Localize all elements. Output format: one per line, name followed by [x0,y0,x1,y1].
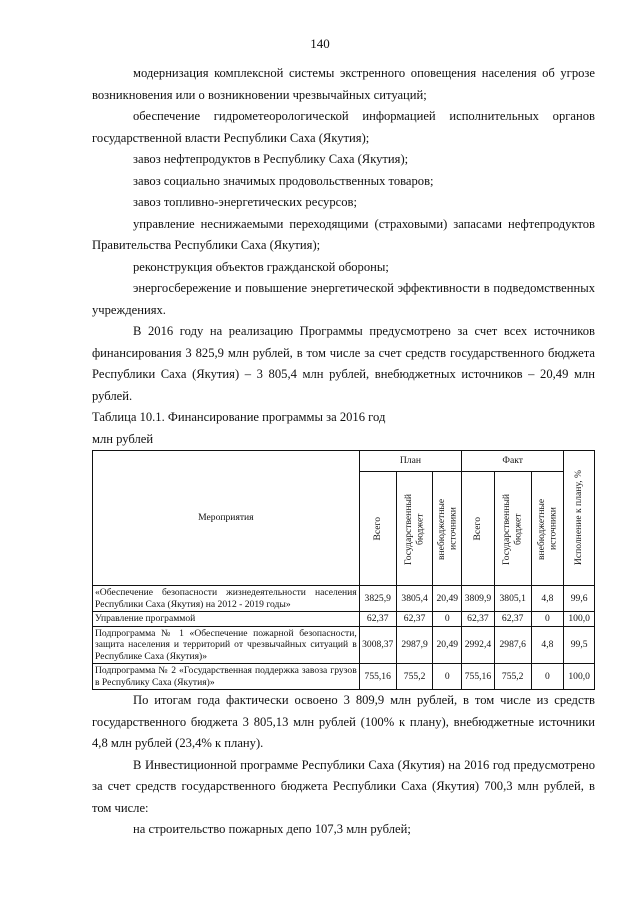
paragraph: управление неснижаемыми переходящими (страховыми) запасами нефтепродуктов Правительства Республики Саха (Якутия); [92,216,595,252]
paragraph: модернизация комплексной системы экстренного оповещения населения об угрозе возникновения или о возникновении чрезвычайных ситуаций; [92,66,595,102]
table-row [93,612,595,627]
plan-state: 62,37 [396,612,433,627]
paragraph: По итогам года фактически освоено 3 809,9 млн рублей, в том числе из средств государственного бюджета 3 805,13 млн рублей (100% к плану), внебюджетные источники 4,8 млн рублей (23,4% к плану). [92,693,595,750]
paragraph: В Инвестиционной программе Республики Саха (Якутия) на 2016 год предусмотрено за счет средств государственного бюджета Республики Саха (Якутия) 700,3 млн рублей, в том числе: [92,757,595,815]
execution: 100,0 [564,664,595,690]
fact-state: 2987,6 [494,626,531,664]
plan-total: 755,16 [359,664,396,690]
paragraph: на строительство пожарных депо 107,3 млн рублей; [133,822,411,836]
fact-extra: 4,8 [531,626,564,664]
table-row [93,586,595,612]
page-body [92,63,595,841]
header-plan-state-cell [396,472,433,586]
fact-state: 755,2 [494,664,531,690]
paragraph: завоз социально значимых продовольственных товаров; [133,173,434,188]
table-units: млн рублей [92,431,154,446]
header-fact-extra: внебюджетные источники [535,497,559,560]
header-plan-extra-cell [433,472,462,586]
header-measures: Мероприятия [93,451,360,586]
paragraph: энергосбережение и повышение энергетической эффективности в подведомственных учреждениях. [92,281,595,317]
fact-extra: 4,8 [531,586,564,612]
header-plan: План [359,451,461,472]
header-plan-extra: внебюджетные источники [435,497,459,560]
header-plan-total-cell [359,472,396,586]
row-name: Подпрограмма № 1 «Обеспечение пожарной безопасности, защита населения и территорий от чрезвычайных ситуаций в Республике Саха (Якутия)» [93,626,360,664]
header-execution-cell [564,451,595,586]
fact-total: 3809,9 [462,586,495,612]
paragraph: В 2016 году на реализацию Программы предусмотрено за счет всех источников финансирования 3 825,9 млн рублей, в том числе за счет средств государственного бюджета Республики Саха (Якутия) – 3 805,4 млн рублей, внебюджетных источников – 20,49 млн рублей. [92,324,595,403]
header-fact-state-cell [494,472,531,586]
header-fact-total-cell [462,472,495,586]
plan-extra: 20,49 [433,626,462,664]
header-fact: Факт [462,451,564,472]
plan-state: 3805,4 [396,586,433,612]
paragraph: завоз нефтепродуктов в Республику Саха (Якутия); [133,152,409,166]
financing-table [92,450,595,690]
execution: 99,6 [564,586,595,612]
fact-total: 62,37 [462,612,495,627]
plan-total: 3008,37 [359,626,396,664]
plan-extra: 20,49 [433,586,462,612]
table-header-row [93,451,595,472]
header-fact-state: Государственный бюджет [501,492,524,565]
execution: 99,5 [564,626,595,664]
paragraph: завоз топливно-энергетических ресурсов; [133,195,357,209]
row-name: Подпрограмма № 2 «Государственная поддержка завоза грузов в Республику Саха (Якутия)» [93,664,360,690]
header-fact-extra-cell [531,472,564,586]
fact-total: 755,16 [462,664,495,690]
table-caption: Таблица 10.1. Финансирование программы за 2016 год [92,410,386,424]
execution: 100,0 [564,612,595,627]
plan-state: 2987,9 [396,626,433,664]
plan-extra: 0 [433,664,462,690]
header-execution: Исполнение к плану, % [573,470,585,566]
header-fact-total: Всего [472,516,484,541]
row-name: «Обеспечение безопасности жизнедеятельности населения Республики Саха (Якутия) на 2012 - 2019 годы» [93,586,360,612]
plan-total: 62,37 [359,612,396,627]
fact-total: 2992,4 [462,626,495,664]
page-number: 140 [310,36,330,51]
plan-extra: 0 [433,612,462,627]
table-row [93,664,595,690]
fact-state: 62,37 [494,612,531,627]
fact-extra: 0 [531,664,564,690]
row-name: Управление программой [93,612,360,627]
plan-total: 3825,9 [359,586,396,612]
fact-extra: 0 [531,612,564,627]
header-plan-state: Государственный бюджет [403,492,426,565]
table-row [93,626,595,664]
paragraph: реконструкция объектов гражданской обороны; [133,259,389,274]
fact-state: 3805,1 [494,586,531,612]
plan-state: 755,2 [396,664,433,690]
paragraph: обеспечение гидрометеорологической информацией исполнительных органов государственной власти Республики Саха (Якутия); [92,109,595,145]
header-plan-total: Всего [371,516,383,541]
